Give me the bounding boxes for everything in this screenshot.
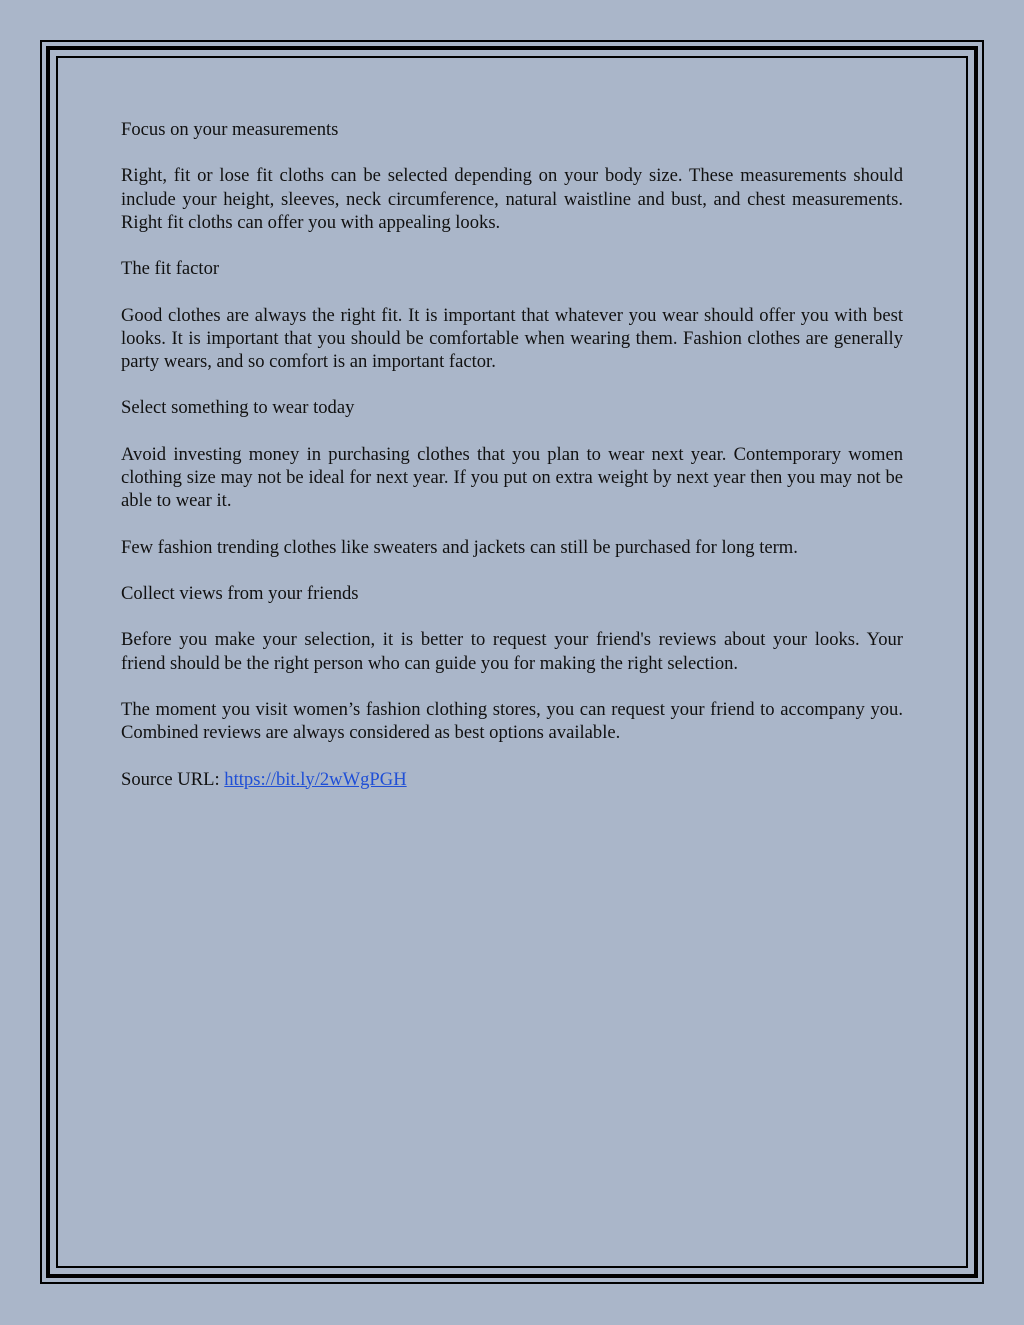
section-heading: Select something to wear today (121, 397, 355, 419)
body-paragraph: Few fashion trending clothes like sweaters and jackets can still be purchased for long term. (121, 536, 798, 558)
source-label: Source URL: (121, 768, 225, 790)
section-heading: Focus on your measurements (121, 119, 339, 140)
document-body (121, 118, 903, 814)
source-line (121, 768, 903, 791)
body-paragraph: Right, fit or lose fit cloths can be selected depending on your body size. These measurements should include your height, sleeves, neck circumference, natural waistline and bust, and chest measurements. Right fit cloths can offer you with appealing looks. (121, 165, 903, 233)
body-paragraph: The moment you visit women’s fashion clothing stores, you can request your friend to accompany you. Combined reviews are always considered as best options available. (121, 698, 903, 744)
body-paragraph: Avoid investing money in purchasing clothes that you plan to wear next year. Contemporary women clothing size may not be ideal for next year. If you put on extra weight by next year then you may not be able to wear it. (121, 443, 903, 512)
section-heading: The fit factor (121, 258, 220, 280)
body-paragraph: Good clothes are always the right fit. It is important that whatever you wear should offer you with best looks. It is important that you should be comfortable when wearing them. Fashion clothes are generally party wears, and so comfort is an important factor. (121, 304, 903, 372)
section-heading: Collect views from your friends (121, 582, 359, 604)
body-paragraph: Before you make your selection, it is better to request your friend's reviews about your looks. Your friend should be the right person who can guide you for making the right selection. (121, 629, 903, 674)
source-link[interactable]: https://bit.ly/2wWgPGH (224, 768, 407, 790)
